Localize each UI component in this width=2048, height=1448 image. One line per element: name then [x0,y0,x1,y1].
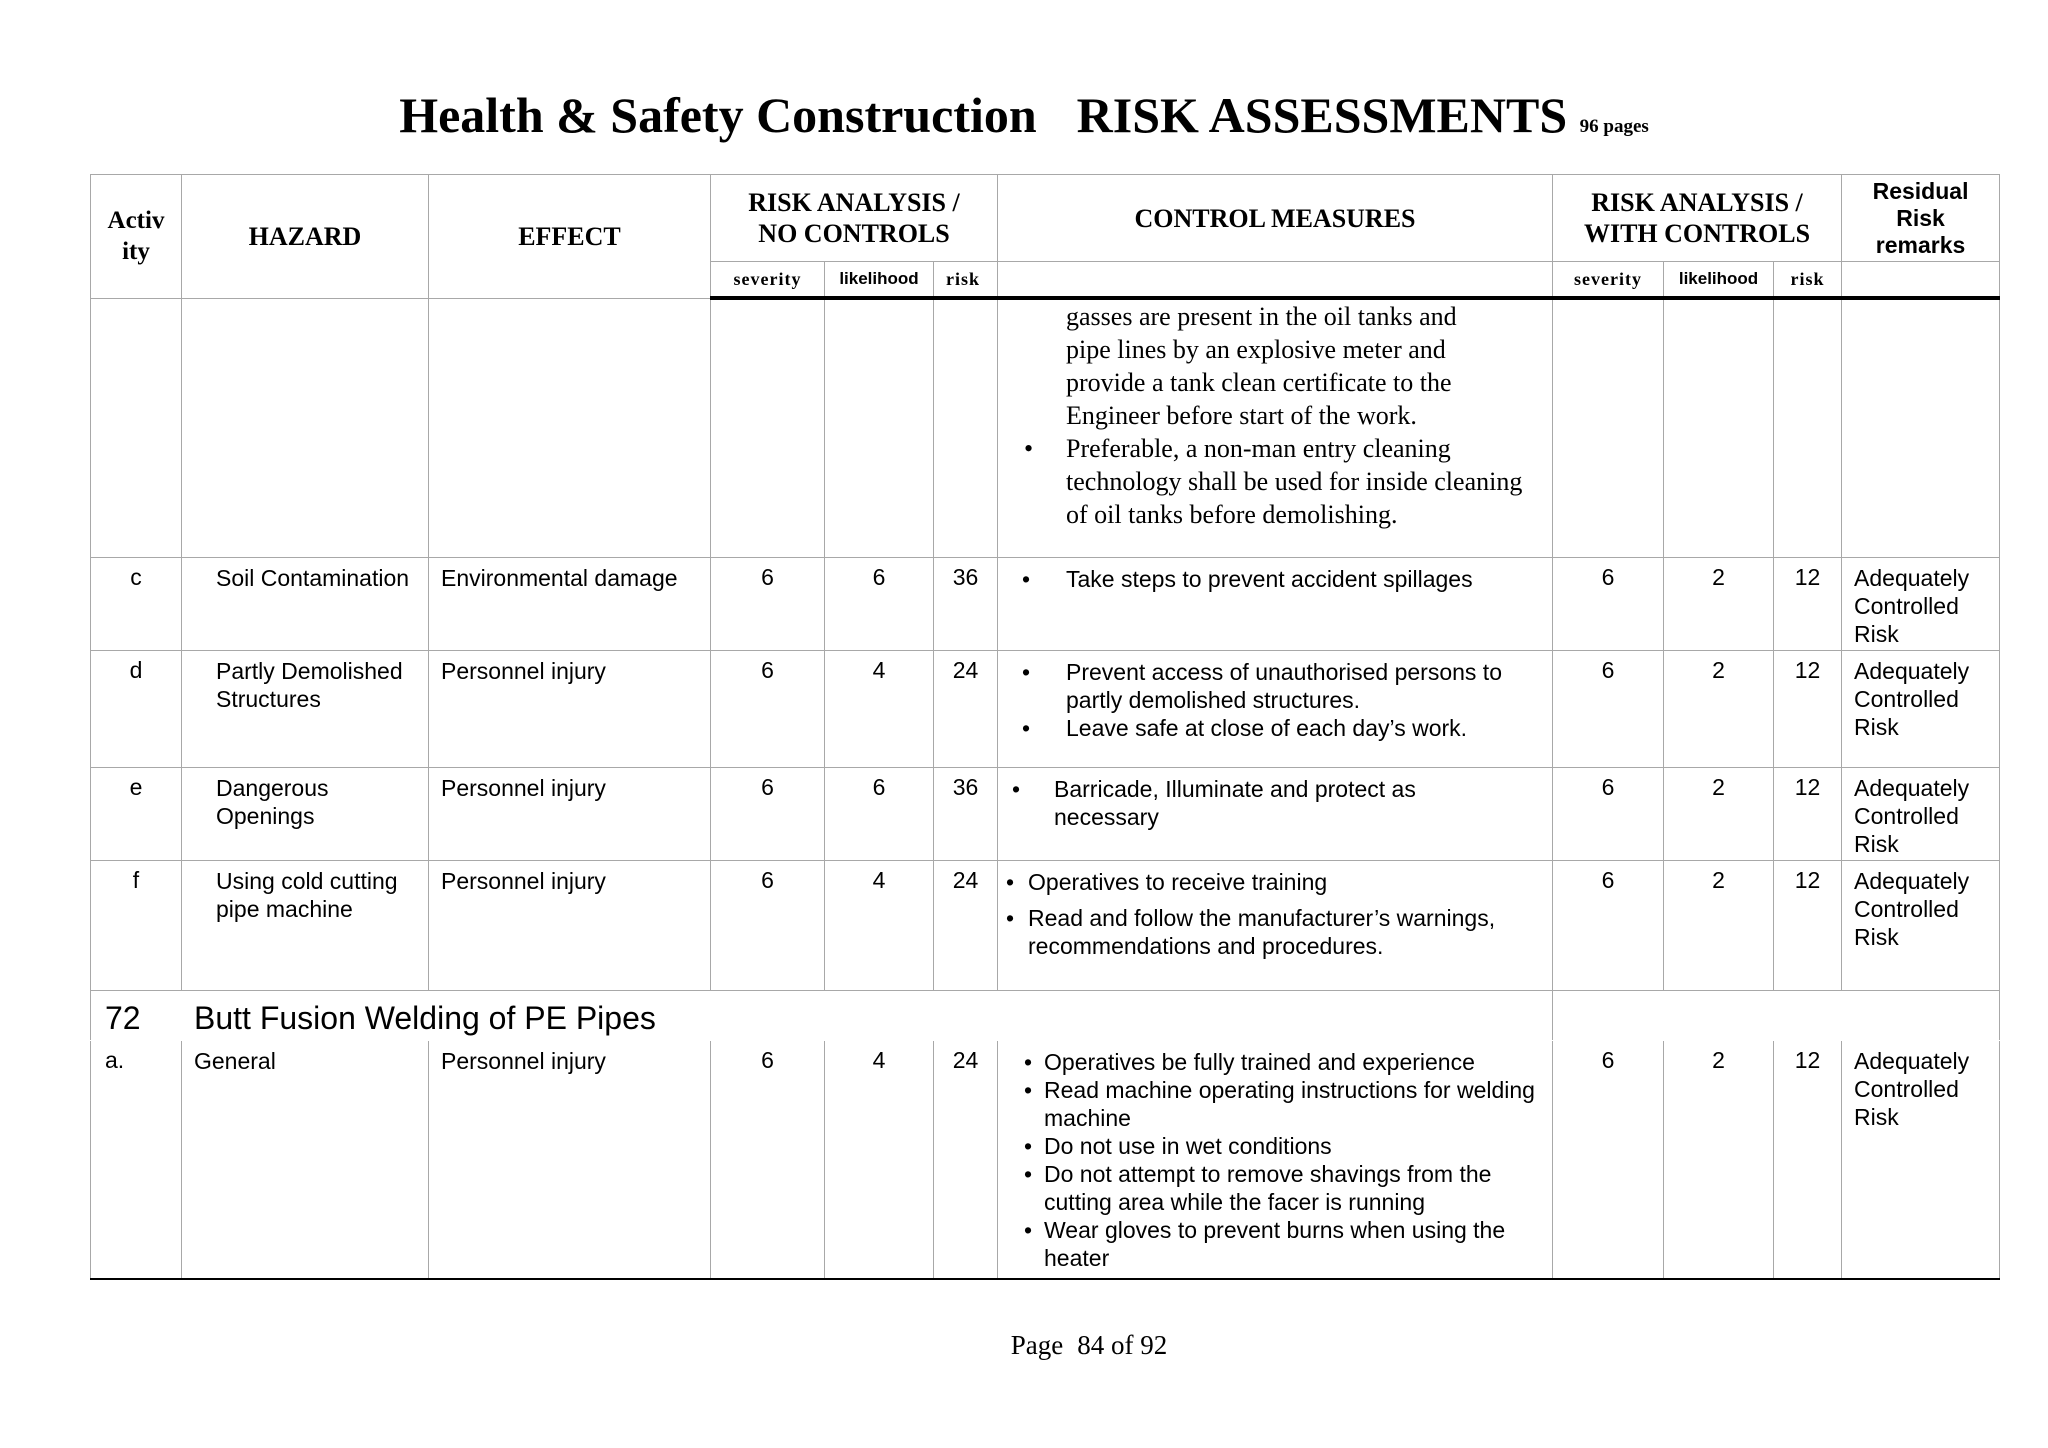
control-measure: • Read and follow the manufacturer’s warnings, recommendations and procedures. [998,904,1544,960]
control-measures-cell [998,767,1553,860]
control-measure: • Wear gloves to prevent burns when using the heater [998,1216,1544,1272]
risk-with-controls: 12 [1774,650,1842,767]
likelihood-no-controls: 4 [825,860,934,990]
risk-with-controls: 12 [1774,767,1842,860]
effect-cell: Personnel injury [429,1040,711,1279]
control-measures-cell [998,860,1553,990]
risk-no-controls: 24 [934,650,998,767]
subheader-likelihood-1: likelihood [825,262,934,299]
control-measures-cell [998,1040,1553,1279]
residual-remarks: Adequately Controlled Risk [1842,767,2000,860]
header-hazard: HAZARD [182,175,429,299]
continuation-line: gasses are present in the oil tanks and [1066,302,1457,331]
header-row [91,175,2000,262]
page-footer [0,1330,2048,1361]
table-row [91,1040,2000,1279]
activity-cell: e [91,767,182,860]
likelihood-no-controls: 4 [825,650,934,767]
hazard-cell: Using cold cutting pipe machine [182,860,429,990]
severity-no-controls: 6 [711,650,825,767]
header-effect: EFFECT [429,175,711,299]
control-measure: • Operatives be fully trained and experience [998,1048,1544,1076]
subheader-blank [998,262,1553,299]
table-row [91,767,2000,860]
control-measure: • Take steps to prevent accident spillages [998,565,1544,593]
table-row [91,557,2000,650]
subheader-risk-2: risk [1774,262,1842,299]
likelihood-no-controls: 4 [825,1040,934,1279]
risk-no-controls: 36 [934,557,998,650]
control-measure: • Read machine operating instructions for welding machine [998,1076,1544,1132]
subheader-likelihood-2: likelihood [1664,262,1774,299]
severity-no-controls: 6 [711,860,825,990]
severity-with-controls: 6 [1553,767,1664,860]
risk-no-controls: 24 [934,860,998,990]
residual-remarks: Adequately Controlled Risk [1842,650,2000,767]
risk-with-controls: 12 [1774,860,1842,990]
activity-cell: a. [91,1040,182,1279]
effect-cell: Personnel injury [429,650,711,767]
effect-cell: Personnel injury [429,767,711,860]
continuation-bullet: • Preferable, a non-man entry cleaning technology shall be used for inside cleaning of oil tanks before demolishing. [998,432,1548,531]
table-row [91,860,2000,990]
severity-with-controls: 6 [1553,860,1664,990]
control-measure: • Barricade, Illuminate and protect as necessary [998,775,1544,831]
control-measures-cell [998,557,1553,650]
section-number: 72 [91,990,182,1040]
control-measures-cell [998,650,1553,767]
residual-remarks: Adequately Controlled Risk [1842,557,2000,650]
title-main: Health & Safety Construction [399,87,1037,143]
likelihood-with-controls: 2 [1664,767,1774,860]
likelihood-no-controls: 6 [825,767,934,860]
risk-with-controls: 12 [1774,1040,1842,1279]
subheader-risk-1: risk [934,262,998,299]
page-title [0,86,2048,144]
control-measure: • Do not use in wet conditions [998,1132,1544,1160]
continuation-line: pipe lines by an explosive meter and [1066,335,1446,364]
section-title: Butt Fusion Welding of PE Pipes [182,990,998,1040]
severity-no-controls: 6 [711,1040,825,1279]
severity-no-controls: 6 [711,557,825,650]
risk-assessment-table [90,174,2000,1280]
continuation-row [91,298,2000,557]
risk-no-controls: 24 [934,1040,998,1279]
severity-with-controls: 6 [1553,1040,1664,1279]
residual-remarks: Adequately Controlled Risk [1842,860,2000,990]
control-measure: • Leave safe at close of each day’s work. [998,714,1544,742]
continuation-control-measures [998,298,1553,557]
header-residual: Residual Risk remarks [1842,175,2000,262]
header-ra-no-controls: RISK ANALYSIS / NO CONTROLS [711,175,998,262]
likelihood-with-controls: 2 [1664,650,1774,767]
continuation-line: provide a tank clean certificate to the [1066,368,1452,397]
hazard-cell: Partly Demolished Structures [182,650,429,767]
severity-with-controls: 6 [1553,557,1664,650]
hazard-cell: General [182,1040,429,1279]
header-control-measures: CONTROL MEASURES [998,175,1553,262]
section-header-row [91,990,2000,1040]
page-number: 84 of 92 [1077,1330,1168,1360]
title-risk: RISK ASSESSMENTS [1076,87,1568,143]
page-label: Page [1010,1330,1064,1360]
severity-no-controls: 6 [711,767,825,860]
control-measure: • Do not attempt to remove shavings from the cutting area while the facer is running [998,1160,1544,1216]
header-ra-with-controls: RISK ANALYSIS / WITH CONTROLS [1553,175,1842,262]
table-row [91,650,2000,767]
effect-cell: Personnel injury [429,860,711,990]
likelihood-with-controls: 2 [1664,557,1774,650]
activity-cell: f [91,860,182,990]
activity-cell: c [91,557,182,650]
control-measure: • Prevent access of unauthorised persons to partly demolished structures. [998,658,1544,714]
activity-cell: d [91,650,182,767]
subheader-severity-1: severity [711,262,825,299]
residual-remarks: Adequately Controlled Risk [1842,1040,2000,1279]
subheader-blank-2 [1842,262,2000,299]
likelihood-no-controls: 6 [825,557,934,650]
likelihood-with-controls: 2 [1664,860,1774,990]
subheader-severity-2: severity [1553,262,1664,299]
control-measure: • Operatives to receive training [998,868,1544,896]
hazard-cell: Dangerous Openings [182,767,429,860]
title-pages: 96 pages [1579,116,1649,137]
risk-with-controls: 12 [1774,557,1842,650]
effect-cell: Environmental damage [429,557,711,650]
continuation-line: Engineer before start of the work. [1066,401,1417,430]
risk-no-controls: 36 [934,767,998,860]
likelihood-with-controls: 2 [1664,1040,1774,1279]
header-activity: Activ ity [91,175,182,299]
hazard-cell: Soil Contamination [182,557,429,650]
severity-with-controls: 6 [1553,650,1664,767]
